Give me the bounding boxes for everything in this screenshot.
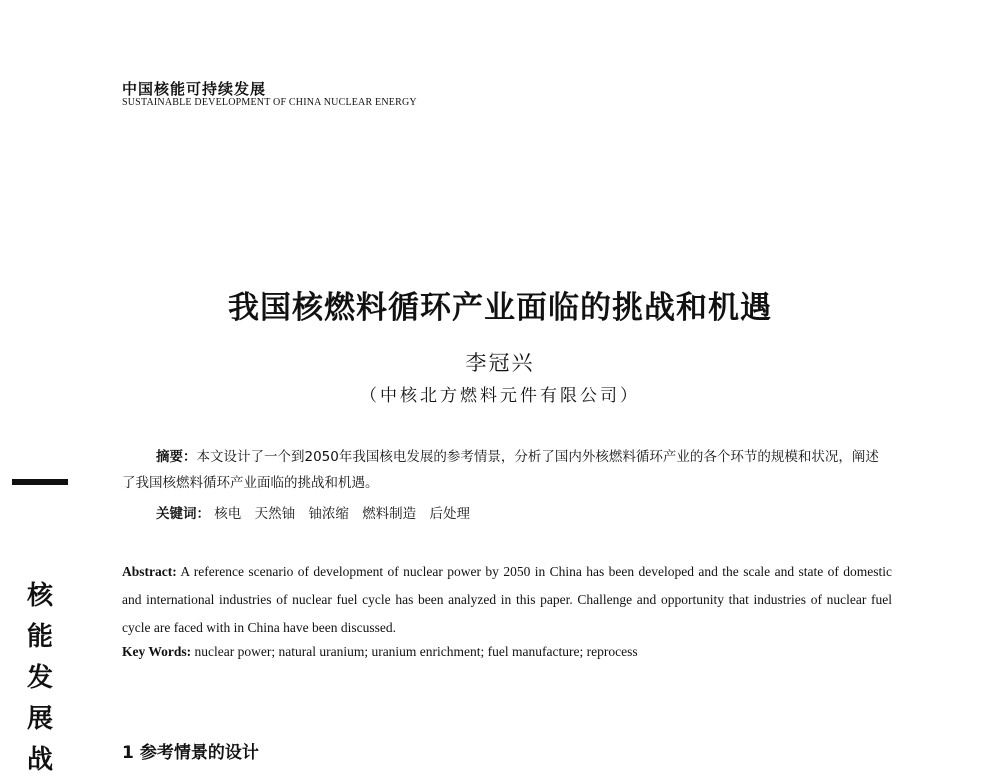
keyword-cn: 天然铀 [254, 506, 296, 522]
journal-name-en: SUSTAINABLE DEVELOPMENT OF CHINA NUCLEAR ENERGY [122, 97, 417, 108]
side-tab-bar [12, 479, 68, 485]
keywords-cn-label: 关键词： [156, 506, 210, 522]
abstract-cn [122, 444, 892, 496]
keyword-cn: 后处理 [429, 506, 470, 522]
section-number: 1 [122, 743, 134, 763]
keyword-cn: 燃料制造 [362, 506, 417, 522]
side-tab-char: 发 [26, 663, 53, 693]
side-tab-char: 战 [26, 745, 53, 775]
keywords-en [122, 641, 892, 663]
article-title: 我国核燃料循环产业面临的挑战和机遇 [228, 290, 772, 326]
keyword-cn: 铀浓缩 [308, 506, 349, 522]
abstract-cn-text: 本文设计了一个到2050年我国核电发展的参考情景，分析了国内外核燃料循环产业的各个环节的规模和状况，阐述了我国核燃料循环产业面临的挑战和机遇。 [122, 449, 879, 491]
abstract-en [122, 558, 892, 642]
article-author: 李冠兴 [465, 351, 535, 375]
journal-name-cn: 中国核能可持续发展 [122, 80, 267, 98]
section-title: 参考情景的设计 [139, 743, 259, 763]
keywords-en-text: nuclear power; natural uranium; uranium enrichment; fuel manufacture; reprocess [194, 644, 638, 659]
article-affiliation: （中核北方燃料元件有限公司） [360, 386, 640, 406]
keyword-cn: 核电 [214, 506, 242, 522]
abstract-en-text: A reference scenario of development of nuclear power by 2050 in China has been developed and the scale and state of domestic and international industries of nuclear fuel cycle has been analyzed in this paper. Challenge and opportunity that industries of nuclear fuel cycle are faced with in China have been discussed. [122, 564, 892, 635]
keywords-en-label: Key Words: [122, 644, 192, 659]
section-heading [122, 738, 259, 763]
side-tab-char: 展 [26, 704, 53, 734]
keywords-cn [156, 503, 479, 525]
abstract-en-label: Abstract: [122, 564, 177, 579]
side-tab-char: 核 [26, 581, 53, 611]
abstract-cn-label: 摘要： [156, 449, 197, 465]
side-tab-char: 能 [26, 622, 53, 652]
side-tab-column [24, 576, 56, 781]
